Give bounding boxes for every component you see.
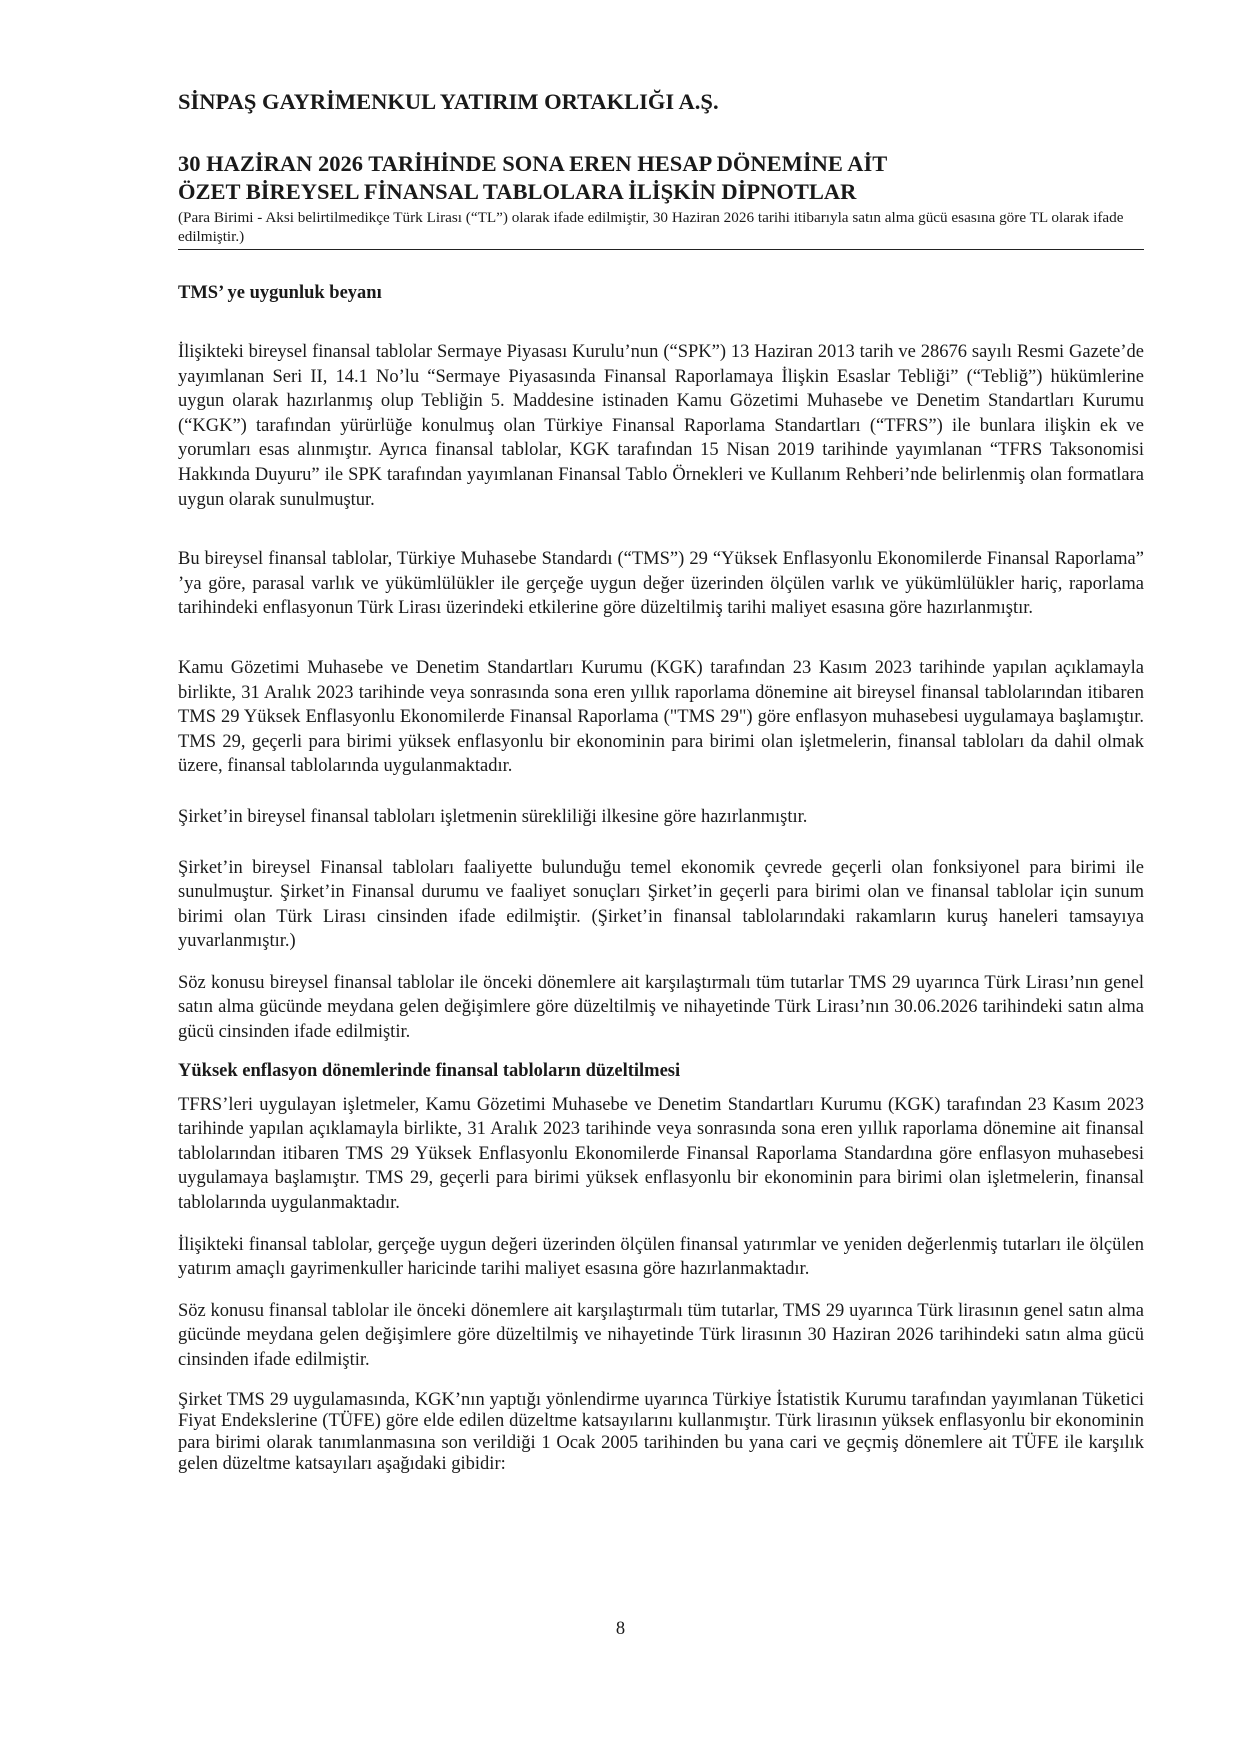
company-name: SİNPAŞ GAYRİMENKUL YATIRIM ORTAKLIĞI A.Ş.: [178, 89, 719, 114]
paragraph: İlişikteki bireysel finansal tablolar Sermaye Piyasası Kurulu’nun (“SPK”) 13 Haziran 2013 tarih ve 28676 sayılı Resmi Gazete’de yayımlanan Seri II, 14.1 No’lu “Sermaye Piyasasında Finansal Raporlamaya İlişkin Esaslar Tebliği” (“Tebliğ”) hükümlerine uygun olarak hazırlanmış olup Tebliğin 5. Maddesine istinaden Kamu Gözetimi Muhasebe ve Denetim Standartları Kurumu (“KGK”) tarafından yürürlüğe konulmuş olan Türkiye Finansal Raporlama Standartları (“TFRS”) ile bunlara ilişkin ek ve yorumları esas alınmıştır. Ayrıca finansal tablolar, KGK tarafından 15 Nisan 2019 tarihinde yayımlanan “TFRS Taksonomisi Hakkında Duyuru” ile SPK tarafından yayımlanan Finansal Tablo Örnekleri ve Kullanım Rehberi’nde belirlenmiş olan formatlara uygun olarak sunulmuştur.: [178, 342, 1144, 510]
paragraph: Söz konusu bireysel finansal tablolar ile önceki dönemlere ait karşılaştırmalı tüm tutarlar TMS 29 uyarınca Türk Lirası’nın genel satın alma gücünde meydana gelen değişimlere göre düzeltilmiş ve nihayetinde Türk Lirası’nın 30.06.2026 tarihindeki satın alma gücü cinsinden ifade edilmiştir.: [178, 972, 1144, 1043]
report-title-line1: 30 HAZİRAN 2026 TARİHİNDE SONA EREN HESAP DÖNEMİNE AİT: [178, 151, 888, 176]
paragraph: Şirket’in bireysel finansal tabloları işletmenin sürekliliği ilkesine göre hazırlanmıştır.: [178, 806, 808, 827]
header-divider: [178, 249, 1144, 250]
document-page: [178, 88, 1144, 1476]
paragraph: Söz konusu finansal tablolar ile önceki dönemlere ait karşılaştırmalı tüm tutarlar, TMS 29 uyarınca Türk lirasının genel satın alma gücünde meydana gelen değişimlere göre düzeltilmiş ve nihayetinde Türk lirasının 30 Haziran 2026 tarihindeki satın alma gücü cinsinden ifade edilmiştir.: [178, 1300, 1144, 1370]
currency-note: (Para Birimi - Aksi belirtilmedikçe Türk Lirası (“TL”) olarak ifade edilmiştir, 30 Haziran 2026 tarihi itibarıyla satın alma gücü esasına göre TL olarak ifade edilmiştir.): [178, 209, 1124, 245]
paragraph: Bu bireysel finansal tablolar, Türkiye Muhasebe Standardı (“TMS”) 29 “Yüksek Enflasyonlu Ekonomilerde Finansal Raporlama” ’ya göre, parasal varlık ve yükümlülükler ile gerçeğe uygun değer üzerinden ölçülen varlık ve yükümlülükler hariç, raporlama tarihindeki enflasyonun Türk Lirası üzerindeki etkilerine göre düzeltilmiş tarihi maliyet esasına göre hazırlanmıştır.: [178, 549, 1144, 619]
section-heading-tms: TMS’ ye uygunluk beyanı: [178, 283, 382, 303]
paragraph: Şirket TMS 29 uygulamasında, KGK’nın yaptığı yönlendirme uyarınca Türkiye İstatistik Kurumu tarafından yayımlanan Tüketici Fiyat Endekslerine (TÜFE) göre elde edilen düzeltme katsayılarını kullanmıştır. Türk lirasının yüksek enflasyonlu bir ekonominin para birimi olarak tanımlanmasına son verildiği 1 Ocak 2005 tarihinden bu yana cari ve geçmiş dönemlere ait TÜFE ile karşılık gelen düzeltme katsayıları aşağıdaki gibidir:: [178, 1389, 1144, 1475]
report-title-line2: ÖZET BİREYSEL FİNANSAL TABLOLARA İLİŞKİN DİPNOTLAR: [178, 179, 857, 204]
paragraph: TFRS’leri uygulayan işletmeler, Kamu Gözetimi Muhasebe ve Denetim Standartları Kurumu (KGK) tarafından 23 Kasım 2023 tarihinde yapılan açıklamayla birlikte, 31 Aralık 2023 tarihinde veya sonrasında sona eren yıllık raporlama dönemine ait finansal tablolarından itibaren TMS 29 Yüksek Enflasyonlu Ekonomilerde Finansal Raporlama Standardına göre enflasyon muhasebesi uygulamaya başlamıştır. TMS 29, geçerli para birimi yüksek enflasyonlu bir ekonominin para birimi olan işletmelerin, finansal tablolarında uygulanmaktadır.: [178, 1094, 1144, 1214]
section-heading-inflation: Yüksek enflasyon dönemlerinde finansal tabloların düzeltilmesi: [178, 1060, 681, 1081]
page-number: 8: [615, 1619, 626, 1639]
paragraph: Kamu Gözetimi Muhasebe ve Denetim Standartları Kurumu (KGK) tarafından 23 Kasım 2023 tarihinde yapılan açıklamayla birlikte, 31 Aralık 2023 tarihinde veya sonrasında sona eren yıllık raporlama dönemine ait bireysel finansal tablolarından itibaren TMS 29 Yüksek Enflasyonlu Ekonomilerde Finansal Raporlama ("TMS 29") göre enflasyon muhasebesi uygulamaya başlamıştır. TMS 29, geçerli para birimi yüksek enflasyonlu bir ekonominin para birimi olan işletmelerin, finansal tabloları da dahil olmak üzere, finansal tablolarında uygulanmaktadır.: [178, 657, 1144, 777]
paragraph: İlişikteki finansal tablolar, gerçeğe uygun değeri üzerinden ölçülen finansal yatırımlar ve yeniden değerlenmiş tutarları ile ölçülen yatırım amaçlı gayrimenkuller haricinde tarihi maliyet esasına göre hazırlanmaktadır.: [178, 1234, 1144, 1280]
paragraph: Şirket’in bireysel Finansal tabloları faaliyette bulunduğu temel ekonomik çevrede geçerli olan fonksiyonel para birimi ile sunulmuştur. Şirket’in Finansal durumu ve faaliyet sonuçları Şirket’in geçerli para birimi olan ve finansal tablolar için sunum birimi olan Türk Lirası cinsinden ifade edilmiştir. (Şirket’in finansal tablolarındaki rakamların kuruş haneleri tamsayıya yuvarlanmıştır.): [178, 857, 1144, 952]
